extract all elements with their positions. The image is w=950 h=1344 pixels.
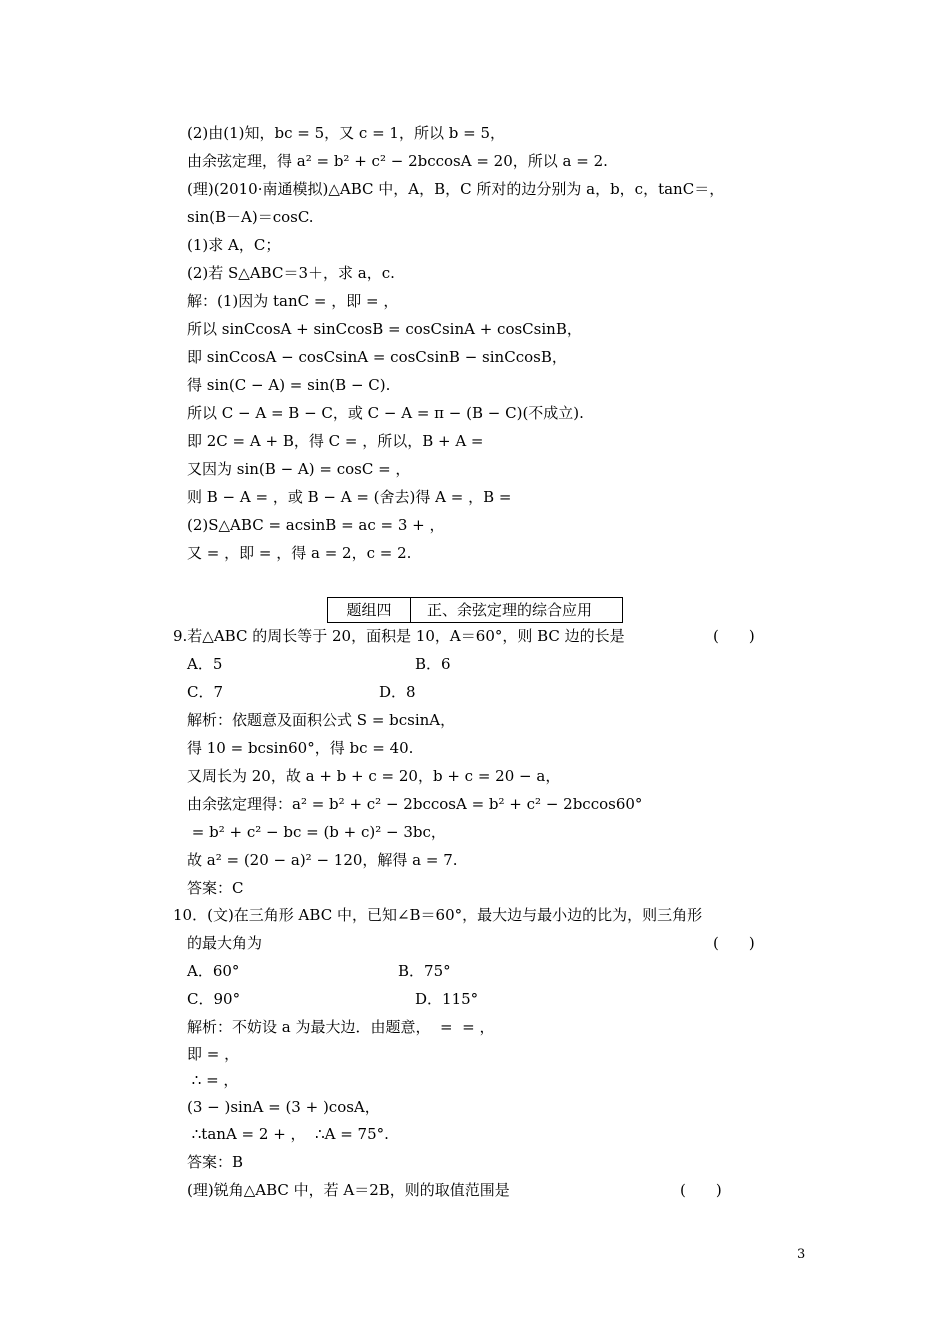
option-c: C．90°	[187, 990, 241, 1008]
solution-line: 即 = ，	[187, 1045, 240, 1063]
text-line: (理)(2010·南通模拟)△ABC 中，A，B，C 所对的边分别为 a，b，c，tanC＝，	[187, 180, 725, 198]
section-title: 正、余弦定理的综合应用	[427, 601, 593, 619]
option-c: C．7	[187, 683, 224, 701]
solution-line: 得 10 = bcsin60°，得 bc = 40.	[187, 739, 414, 757]
option-d: D．115°	[415, 990, 479, 1008]
text-line: 即 2C = A + B，得 C = ，所以，B + A =	[187, 432, 484, 450]
text-line: 所以 sinCcosA + sinCcosB = cosCsinA + cosCsinB，	[187, 320, 582, 338]
option-a: A．60°	[187, 962, 240, 980]
solution-line: 由余弦定理得：a² = b² + c² − 2bccosA = b² + c² − 2bccos60°	[187, 795, 643, 813]
text-line: (2)S△ABC = acsinB = ac = 3 + ，	[187, 516, 445, 534]
text-line: 又因为 sin(B − A) = cosC = ，	[187, 460, 411, 478]
solution-line: 故 a² = (20 − a)² − 120，解得 a = 7.	[187, 851, 458, 869]
text-line: 即 sinCcosA − cosCsinA = cosCsinB − sinCcosB，	[187, 348, 567, 366]
text-line: 得 sin(C − A) = sin(B − C).	[187, 376, 391, 394]
question-9-stem: 9.若△ABC 的周长等于 20，面积是 10，A＝60°，则 BC 边的长是	[173, 627, 625, 645]
text-line: (2)若 S△ABC＝3＋，求 a，c.	[187, 264, 395, 282]
option-b: B．75°	[398, 962, 451, 980]
text-line: 由余弦定理，得 a² = b² + c² − 2bccosA = 20，所以 a = 2.	[187, 152, 608, 170]
text-line: 所以 C − A = B − C，或 C − A = π − (B − C)(不成立).	[187, 404, 584, 422]
answer-blank: ( )	[713, 934, 755, 952]
text-line: (2)由(1)知，bc = 5，又 c = 1，所以 b = 5，	[187, 124, 505, 142]
answer-blank: ( )	[680, 1181, 722, 1199]
section-label: 题组四	[328, 598, 411, 622]
option-b: B．6	[415, 655, 451, 673]
solution-line: ∴ = ，	[187, 1071, 239, 1089]
solution-line: 解析：依题意及面积公式 S = bcsinA，	[187, 711, 456, 729]
text-line: 则 B − A = ，或 B − A = (舍去)得 A = ，B =	[187, 488, 512, 506]
answer-line: 答案：C	[187, 879, 244, 897]
solution-line: ∴tanA = 2 + ， ∴A = 75°.	[187, 1125, 389, 1143]
page-number: 3	[797, 1247, 806, 1262]
option-a: A．5	[187, 655, 223, 673]
answer-line: 答案：B	[187, 1153, 244, 1171]
text-line: 又 = ，即 = ，得 a = 2，c = 2.	[187, 544, 412, 562]
solution-line: 解析：不妨设 a 为最大边．由题意， = = ，	[187, 1018, 495, 1036]
solution-line: = b² + c² − bc = (b + c)² − 3bc，	[187, 823, 446, 841]
question-10-stem: 10．(文)在三角形 ABC 中，已知∠B＝60°，最大边与最小边的比为，则三角形	[173, 906, 703, 924]
text-line: (1)求 A，C；	[187, 236, 281, 254]
solution-line: 又周长为 20，故 a + b + c = 20，b + c = 20 − a，	[187, 767, 561, 785]
answer-blank: ( )	[713, 627, 755, 645]
section-heading	[327, 597, 623, 623]
text-line: 解：(1)因为 tanC = ，即 = ，	[187, 292, 399, 310]
solution-line: (3 − )sinA = (3 + )cosA，	[187, 1098, 380, 1116]
text-line: sin(B－A)＝cosC.	[187, 208, 314, 226]
option-d: D．8	[379, 683, 416, 701]
question-10-li-stem: (理)锐角△ABC 中，若 A＝2B，则的取值范围是	[187, 1181, 510, 1199]
question-10-stem-cont: 的最大角为	[187, 934, 263, 952]
